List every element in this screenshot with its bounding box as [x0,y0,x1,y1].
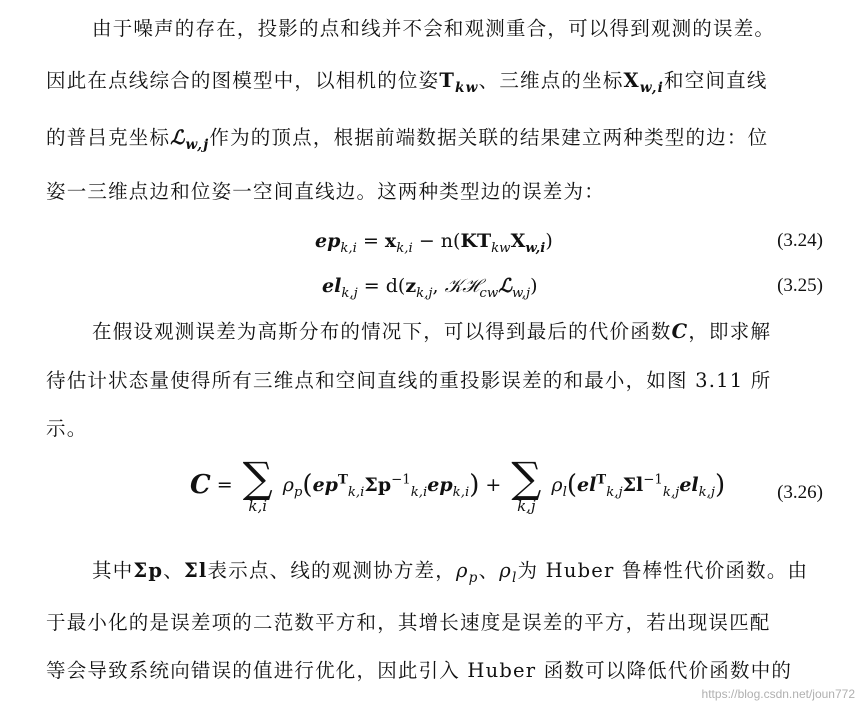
paragraph-3-line-2 [46,608,846,638]
cost-symbol: C [671,320,689,343]
text: 和空间直线 [664,69,768,92]
text: ，即求解 [688,320,772,343]
pose-symbol: $T_{kw}$ [439,69,479,96]
rho-p-symbol: $\rho_p$ [455,559,479,586]
text: 待估计状态量使得所有三维点和空间直线的重投影误差的和最小，如图 3.11 所 [46,369,772,392]
equation-3-26: C = ∑ k,i $\rho_p(ep^T_{k,i}\Sigma p^{-1}_{k,i}ep_{k,i})$ + ∑ k,j $\rho_l(el^T_{k,j}\Sigma l^{-1}_{k,j}el_{k,j})$ [190,453,726,515]
paragraph-1-line-3 [46,123,846,153]
text: 表示点、线的观测协方差， [207,559,456,582]
equation-3-25: $el_{k,j} = d(z_{k,j}$, 𝒦ℋ$_{cw}$ℒ$_{w,j}$) [322,275,538,301]
point-covariance-symbol: Σp [133,559,164,582]
text: 示。 [46,417,88,440]
equation-number-3-26: (3.26) [777,482,823,503]
paragraph-1-line-1 [92,14,846,44]
watermark-text: https://blog.csdn.net/joun772 [701,687,855,701]
equation-number-3-25: (3.25) [777,275,823,296]
text: 在假设观测误差为高斯分布的情况下，可以得到最后的代价函数 [92,320,672,343]
text: 姿一三维点边和位姿一空间直线边。这两种类型边的误差为： [46,180,605,203]
plucker-symbol: ℒ$_{w,j}$ [170,126,210,153]
text: 的普吕克坐标 [46,126,171,149]
text: 、 [163,559,184,582]
text: 由于噪声的存在，投影的点和线并不会和观测重合，可以得到观测的误差。 [92,17,776,40]
text: 等会导致系统向错误的值进行优化，因此引入 Huber 函数可以降低代价函数中的 [46,659,793,682]
text: 、三维点的坐标 [478,69,624,92]
text: 于最小化的是误差项的二范数平方和，其增长速度是误差的平方，若出现误匹配 [46,611,771,634]
text: 因此在点线综合的图模型中，以相机的位姿 [46,69,440,92]
paragraph-2-line-2 [46,366,846,396]
paragraph-3-line-1 [92,556,846,586]
equation-3-24: $ep_{k,i} = x_{k,i} - n(KT_{kw}X_{w,i})$ [315,230,553,256]
rho-l-symbol: $\rho_l$ [499,559,518,586]
line-covariance-symbol: Σl [183,559,208,582]
paragraph-1-line-2 [46,66,846,96]
paragraph-3-line-3 [46,656,846,686]
equation-number-3-24: (3.24) [777,230,823,251]
paragraph-1-line-4 [46,177,846,207]
text: 其中 [92,559,134,582]
paragraph-2-line-3 [46,414,846,444]
point-symbol: $X_{w,i}$ [623,69,665,96]
text: 、 [478,559,500,582]
paragraph-2-line-1 [92,317,846,347]
text: 作为的顶点，根据前端数据关联的结果建立两种类型的边：位 [209,126,769,149]
text: 为 Huber 鲁棒性代价函数。由 [517,559,809,582]
